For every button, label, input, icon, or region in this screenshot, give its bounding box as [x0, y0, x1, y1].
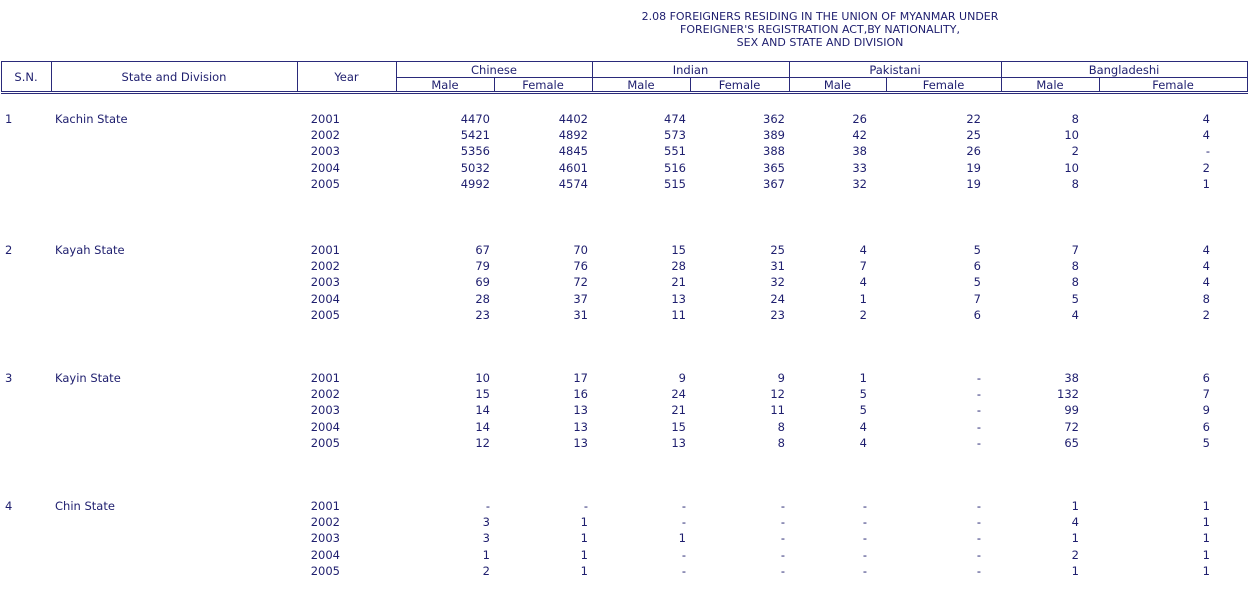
table-cell: 32: [770, 275, 785, 289]
header-year: Year: [334, 70, 359, 84]
table-cell: 22: [966, 112, 981, 126]
table-cell: 7: [973, 292, 981, 306]
table-cell: -: [862, 499, 867, 513]
table-cell: 12: [475, 436, 490, 450]
table-cell: 19: [966, 161, 981, 175]
table-cell: 1: [580, 531, 588, 545]
table-cell: 3: [482, 515, 490, 529]
table-cell: 551: [664, 144, 686, 158]
header-male: Male: [1036, 78, 1064, 92]
table-cell: 4601: [558, 161, 588, 175]
table-cell: 6: [973, 259, 981, 273]
table-cell: 13: [573, 420, 588, 434]
table-cell: 65: [1064, 436, 1079, 450]
table-cell: 70: [573, 243, 588, 257]
table-cell: 16: [573, 387, 588, 401]
table-cell: 1: [678, 531, 686, 545]
year-cell: 2002: [310, 259, 340, 273]
section-name: Kachin State: [55, 112, 128, 126]
table-cell: 1: [580, 548, 588, 562]
header-group-indian: Indian: [672, 63, 709, 77]
table-cell: 9: [777, 371, 785, 385]
header-vline: [1247, 61, 1248, 92]
header-female: Female: [1152, 78, 1194, 92]
table-cell: 388: [763, 144, 785, 158]
table-cell: 5: [1071, 292, 1079, 306]
table-cell: 8: [777, 436, 785, 450]
table-cell: -: [976, 403, 981, 417]
table-cell: -: [681, 564, 686, 578]
table-cell: 132: [1057, 387, 1079, 401]
table-cell: 4: [859, 275, 867, 289]
section-sn: 2: [5, 243, 13, 257]
table-cell: 26: [966, 144, 981, 158]
table-cell: 10: [1064, 161, 1079, 175]
table-cell: -: [862, 548, 867, 562]
table-cell: 5: [859, 403, 867, 417]
table-cell: -: [862, 531, 867, 545]
table-cell: 4: [859, 243, 867, 257]
header-female: Female: [718, 78, 761, 92]
table-cell: 1: [1202, 548, 1210, 562]
table-cell: 76: [573, 259, 588, 273]
table-cell: 9: [1202, 403, 1210, 417]
title-line-1: 2.08 FOREIGNERS RESIDING IN THE UNION OF MYANMAR UNDER: [641, 10, 999, 23]
year-cell: 2005: [310, 308, 340, 322]
table-cell: 1: [580, 515, 588, 529]
title-line-2: FOREIGNER'S REGISTRATION ACT,BY NATIONALITY,: [680, 23, 960, 36]
table-cell: 8: [1071, 259, 1079, 273]
table-cell: 32: [852, 177, 867, 191]
table-cell: 4402: [558, 112, 588, 126]
year-cell: 2003: [310, 403, 340, 417]
table-cell: 13: [671, 436, 686, 450]
table-cell: 1: [1202, 531, 1210, 545]
header-female: Female: [522, 78, 564, 92]
table-cell: -: [862, 564, 867, 578]
table-cell: 4: [859, 436, 867, 450]
table-cell: 5: [973, 275, 981, 289]
table-cell: 1: [1202, 515, 1210, 529]
table-cell: -: [780, 499, 785, 513]
table-cell: 2: [1202, 161, 1210, 175]
table-cell: 8: [777, 420, 785, 434]
table-cell: 8: [1202, 292, 1210, 306]
table-cell: -: [976, 387, 981, 401]
table-cell: -: [681, 499, 686, 513]
table-cell: -: [780, 531, 785, 545]
table-cell: 42: [852, 128, 867, 142]
table-cell: 2: [1071, 144, 1079, 158]
table-cell: -: [976, 420, 981, 434]
table-cell: 8: [1071, 177, 1079, 191]
table-cell: 4992: [460, 177, 490, 191]
table-cell: 1: [859, 371, 867, 385]
table-cell: 38: [852, 144, 867, 158]
table-cell: 6: [1202, 371, 1210, 385]
table-cell: 4: [1202, 243, 1210, 257]
title-line-3: SEX AND STATE AND DIVISION: [736, 36, 904, 49]
header-male: Male: [431, 78, 459, 92]
section-name: Kayah State: [55, 243, 125, 257]
table-cell: 31: [573, 308, 588, 322]
table-cell: 4: [859, 420, 867, 434]
table-cell: 13: [573, 403, 588, 417]
table-cell: 6: [1202, 420, 1210, 434]
section-name: Chin State: [55, 499, 115, 513]
table-cell: -: [583, 499, 588, 513]
table-cell: 4: [1202, 128, 1210, 142]
table-cell: -: [485, 499, 490, 513]
header-male: Male: [823, 78, 852, 92]
table-cell: 7: [1202, 387, 1210, 401]
year-cell: 2005: [310, 177, 340, 191]
table-cell: 474: [664, 112, 686, 126]
table-cell: 362: [763, 112, 785, 126]
table-cell: 2: [482, 564, 490, 578]
table-cell: 1: [1071, 531, 1079, 545]
table-cell: 4470: [460, 112, 490, 126]
section-name: Kayin State: [55, 371, 121, 385]
table-cell: -: [976, 515, 981, 529]
table-cell: 14: [475, 420, 490, 434]
year-cell: 2002: [310, 387, 340, 401]
table-cell: -: [1205, 144, 1210, 158]
table-cell: 26: [852, 112, 867, 126]
table-cell: 10: [1064, 128, 1079, 142]
table-cell: 72: [573, 275, 588, 289]
table-cell: 24: [770, 292, 785, 306]
year-cell: 2004: [310, 548, 340, 562]
table-cell: 5: [1202, 436, 1210, 450]
table-cell: 3: [482, 531, 490, 545]
table-cell: -: [862, 515, 867, 529]
table-cell: 7: [1071, 243, 1079, 257]
table-cell: 516: [664, 161, 686, 175]
year-cell: 2001: [310, 243, 340, 257]
header-sn: S.N.: [14, 70, 38, 84]
table-cell: -: [976, 436, 981, 450]
header-top-border: [1, 61, 1248, 62]
table-cell: 23: [475, 308, 490, 322]
table-cell: 13: [671, 292, 686, 306]
table-cell: 37: [573, 292, 588, 306]
table-cell: 15: [671, 243, 686, 257]
table-cell: 9: [678, 371, 686, 385]
table-cell: 15: [475, 387, 490, 401]
table-cell: 4845: [558, 144, 588, 158]
year-cell: 2005: [310, 436, 340, 450]
table-cell: 8: [1071, 275, 1079, 289]
table-cell: 12: [770, 387, 785, 401]
header-male: Male: [627, 78, 655, 92]
table-cell: 21: [671, 403, 686, 417]
section-sn: 4: [5, 499, 13, 513]
table-cell: -: [976, 564, 981, 578]
table-cell: 2: [859, 308, 867, 322]
year-cell: 2005: [310, 564, 340, 578]
table-cell: 67: [475, 243, 490, 257]
table-cell: 25: [966, 128, 981, 142]
table-cell: 5356: [460, 144, 490, 158]
header-state: State and Division: [121, 70, 227, 84]
table-cell: -: [780, 548, 785, 562]
table-cell: 4: [1202, 112, 1210, 126]
table-cell: 15: [671, 420, 686, 434]
table-cell: 1: [580, 564, 588, 578]
section-sn: 3: [5, 371, 13, 385]
table-cell: -: [681, 515, 686, 529]
year-cell: 2001: [310, 499, 340, 513]
year-cell: 2001: [310, 112, 340, 126]
table-cell: 4: [1202, 259, 1210, 273]
table-cell: 99: [1064, 403, 1079, 417]
year-cell: 2004: [310, 420, 340, 434]
table-cell: 1: [1202, 499, 1210, 513]
year-cell: 2003: [310, 144, 340, 158]
table-cell: 1: [1071, 499, 1079, 513]
table-cell: 2: [1071, 548, 1079, 562]
year-cell: 2001: [310, 371, 340, 385]
table-cell: -: [780, 515, 785, 529]
table-cell: 13: [573, 436, 588, 450]
table-cell: 5: [859, 387, 867, 401]
header-double-border: [1, 93, 1248, 94]
table-cell: 1: [1202, 564, 1210, 578]
table-cell: 38: [1064, 371, 1079, 385]
table-cell: -: [976, 531, 981, 545]
table-cell: 2: [1202, 308, 1210, 322]
table-cell: 367: [763, 177, 785, 191]
year-cell: 2004: [310, 161, 340, 175]
table-cell: 33: [852, 161, 867, 175]
table-cell: -: [976, 371, 981, 385]
year-cell: 2003: [310, 531, 340, 545]
table-cell: 1: [1071, 564, 1079, 578]
header-group-pakistani: Pakistani: [869, 63, 921, 77]
year-cell: 2002: [310, 128, 340, 142]
table-cell: -: [976, 548, 981, 562]
table-cell: 1: [482, 548, 490, 562]
header-group-bangladeshi: Bangladeshi: [1088, 63, 1160, 77]
table-cell: 573: [664, 128, 686, 142]
table-cell: 31: [770, 259, 785, 273]
table-cell: 21: [671, 275, 686, 289]
table-cell: 8: [1071, 112, 1079, 126]
table-cell: 79: [475, 259, 490, 273]
year-cell: 2004: [310, 292, 340, 306]
table-cell: 19: [966, 177, 981, 191]
table-cell: 515: [664, 177, 686, 191]
table-cell: 69: [475, 275, 490, 289]
table-cell: 17: [573, 371, 588, 385]
table-cell: 4: [1071, 308, 1079, 322]
table-cell: 4: [1071, 515, 1079, 529]
table-cell: 7: [859, 259, 867, 273]
table-cell: -: [780, 564, 785, 578]
table-cell: 389: [763, 128, 785, 142]
table-cell: 6: [973, 308, 981, 322]
table-cell: 4892: [558, 128, 588, 142]
table-cell: 25: [770, 243, 785, 257]
table-cell: 4: [1202, 275, 1210, 289]
table-cell: 4574: [558, 177, 588, 191]
table-cell: 11: [770, 403, 785, 417]
table-cell: -: [976, 499, 981, 513]
table-cell: 11: [671, 308, 686, 322]
header-female: Female: [922, 78, 965, 92]
table-cell: 23: [770, 308, 785, 322]
table-cell: 24: [671, 387, 686, 401]
table-cell: 5032: [460, 161, 490, 175]
section-sn: 1: [5, 112, 13, 126]
table-cell: 10: [475, 371, 490, 385]
table-cell: 5421: [460, 128, 490, 142]
table-cell: 72: [1064, 420, 1079, 434]
table-cell: 5: [973, 243, 981, 257]
table-cell: 365: [763, 161, 785, 175]
table-cell: 1: [1202, 177, 1210, 191]
header-group-chinese: Chinese: [471, 63, 517, 77]
table-cell: -: [681, 548, 686, 562]
table-cell: 1: [859, 292, 867, 306]
table-cell: 14: [475, 403, 490, 417]
year-cell: 2002: [310, 515, 340, 529]
table-cell: 28: [475, 292, 490, 306]
year-cell: 2003: [310, 275, 340, 289]
table-title: [560, 10, 1080, 49]
table-cell: 28: [671, 259, 686, 273]
